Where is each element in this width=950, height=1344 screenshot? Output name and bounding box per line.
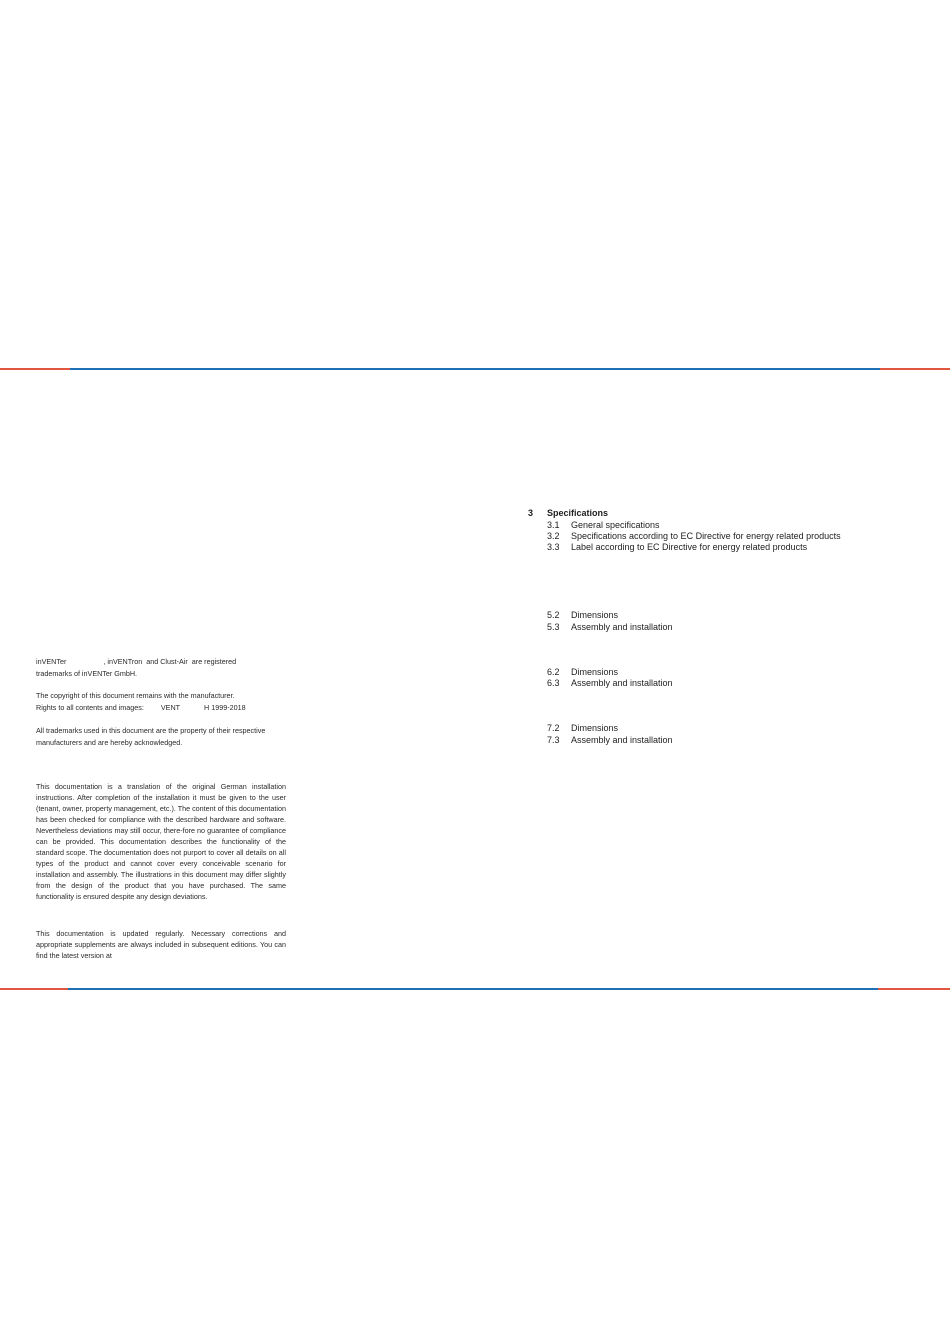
copyright-notice — [36, 690, 286, 713]
trademark-line-2: trademarks of inVENTer GmbH. — [36, 669, 138, 678]
trademark-line-1: inVENTer , inVENTron and Clust-Air are registered — [36, 657, 237, 666]
top-rule — [0, 368, 950, 370]
copyright-line-2: Rights to all contents and images: VENT H 1999-2018 — [36, 703, 246, 712]
trademarks-ack-line-1: All trademarks used in this document are the property of their respective — [36, 726, 266, 735]
trademarks-ack-line-2: manufacturers and are hereby acknowledged. — [36, 738, 183, 747]
trademarks-acknowledgement — [36, 725, 286, 748]
top-rule-right-red — [880, 368, 950, 370]
copyright-line-1: The copyright of this document remains with the manufacturer. — [36, 691, 235, 700]
bottom-rule — [0, 988, 950, 990]
bottom-rule-left-red — [0, 988, 68, 990]
bottom-rule-right-red — [878, 988, 950, 990]
update-paragraph: This documentation is updated regularly. Necessary corrections and appropriate supplements are always included in subsequent editions. You can find the latest version at — [36, 929, 286, 960]
top-rule-left-red — [0, 368, 70, 370]
translation-paragraph: This documentation is a translation of the original German installation instructions. After completion of the installation it must be given to the user (tenant, owner, property management, etc.). The content of this documentation has been checked for compliance with the described hardware and software. Nevertheless deviations may still occur, there-fore no guarantee of compliance can be provided. This documentation describes the functionality of the standard scope. The documentation does not purport to cover all details on all types of the product and cannot cover every conceivable scenario for installation and assembly. The illustrations in this document may differ slightly from the design of the product that you have purchased. The same functionality is ensured despite any design deviations. — [36, 782, 286, 901]
trademark-notice — [36, 656, 286, 679]
top-rule-blue — [70, 368, 880, 370]
bottom-rule-blue — [68, 988, 878, 990]
